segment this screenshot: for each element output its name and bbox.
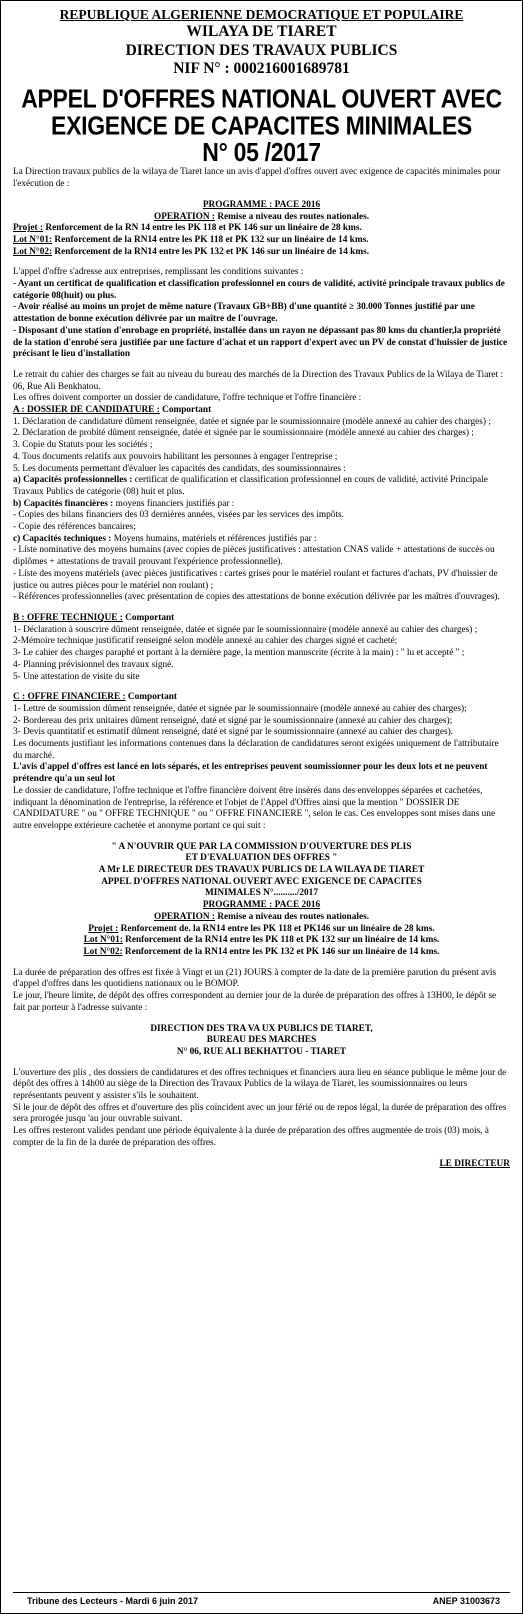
dossier-heading [13,405,510,417]
technique-item-1: 1- Déclaration à souscrire dûment renseignée, datée et signée par le soumissionnaire (modèle annexé au cahier des charges) ; [13,624,478,635]
financieres-item-1: - Copies des bilans financiers des 03 dernières années, visées par les services des impôts. [13,510,344,521]
technique-item-5: 5- Une attestation de visite du site [13,671,140,682]
dossier-item-3: 3. Copie du Statuts pour les sociétés ; [13,440,153,451]
depot-paragraph: Le jour, l'heure limite, de dépôt des offres correspondent au dernier jour de la durée de préparation des offres à 13H00, le dépôt se fait par porteur à l'adresse suivante : [13,991,497,1013]
lot2-text: Renforcement de la RN14 entre les PK 132 et PK 146 sur un linéaire de 14 kms. [52,246,370,257]
techniques-item-1: - Liste nominative des moyens humains (avec copies de pièces justificatives : attestation CNAS valide + attestations de succès ou diplômes + attestations de travail prouvant l'expérience professionnelle). [13,545,495,568]
footer-reference: ANEP 31003673 [432,1596,500,1606]
footer-publication: Tribune des Lecteurs - Mardi 6 juin 2017 [27,1596,199,1606]
capacites-professionnelles-label: a) Capacités professionnelles : [13,475,133,486]
dossier-item-2: 2. Déclaration de probité dûment renseignée, datée et signée par le soumissionnaire (modèle annexé au cahier des charges) ; [13,428,474,439]
envelope-lot2 [13,947,510,959]
financiere-item-1: 1- Lettre de soumission dûment renseignée, datée et signée par le soumissionnaire (modèle annexé au cahier des charges); [13,703,467,714]
envelope-lot2-label: Lot N°02: [83,946,123,957]
projet-text: Renforcement de la RN 14 entre les PK 118 et PK 146 sur un linéaire de 28 kms. [43,223,362,234]
capacites-techniques [13,534,510,546]
envelope-block [13,842,510,959]
lot2-line [13,247,510,259]
financiere-heading-suffix: Comportant [125,692,177,703]
technique-item-2: 2-Mémoire technique justificatif renseigné selon modèle annexé au cahier des charges signé et cacheté; [13,636,398,647]
financieres-item-2: - Copie des références bancaires; [13,522,136,533]
operation-line [13,212,510,224]
dossier-heading-suffix: Comportant [159,405,212,416]
offres-paragraph: Les offres doivent comporter un dossier de candidature, l'offre technique et l'offre financière : [13,393,362,404]
ouverture-paragraph: L'ouverture des plis , des dossiers de candidatures et des offres techniques et financiers aura lieu en séance publique le même jour de dépôt des offres à 14h00 au siège de la Direction des Travaux Publics de la wilaya de Tiaret, les soumissionnaires ou leurs représentants peuvent y assister s'ils le souhaitent. [13,1067,507,1102]
capacites-techniques-label: c) Capacités techniques : [13,533,112,544]
lot1-text: Renforcement de la RN14 entre les PK 118 et PK 132 sur un linéaire de 14 kms. [52,234,369,245]
envelope-projet-label: Projet : [88,923,119,934]
financiere-heading [13,692,510,704]
envelope-lot1-text: Renforcement de la RN14 entre les PK 118 et PK 132 sur un linéaire de 14 kms. [122,935,440,946]
capacites-financieres [13,499,510,511]
financiere-heading-label: C : OFFRE FINANCIERE : [13,692,126,703]
capacites-professionnelles-text: certificat de qualification et classification professionnel en cours de validité, activité Principale Travaux Publics de catégorie (08) huit et plus. [13,475,488,497]
operation-text: Remise a niveau des routes nationales. [215,211,370,222]
title-line-1: APPEL D'OFFRES NATIONAL OUVERT AVEC [21,83,502,113]
capacites-financieres-label: b) Capacités financières : [13,498,114,509]
page-footer [13,1592,510,1610]
title-line-2: EXIGENCE DE CAPACITES MINIMALES [51,110,472,141]
technique-heading-label: B : OFFRE TECHNIQUE : [13,613,123,623]
dossier-heading-label: A : DOSSIER DE CANDIDATURE : [13,405,160,416]
operation-label: OPERATION : [153,211,216,222]
programme-label: PROGRAMME : PACE 2016 [202,199,321,210]
envelope-operation-label: OPERATION : [153,911,216,922]
technique-item-4: 4- Planning prévisionnel des travaux signé. [13,659,174,670]
envelope-lot1-label: Lot N°01: [83,935,123,946]
techniques-item-2: - Liste des moyens matériels (avec pièces justificatives : cartes grises pour le matériel roulant et factures d'achats, PV d'huissier de justice ou autres pièces pour le matériel non roulant) ; [13,568,498,591]
financiere-item-2: 2- Bordereau des prix unitaires dûment renseigné, daté et signé par le soumissionnaire (annexé au cahier des charges); [13,715,453,726]
dossier-item-5: 5. Les documents permettant d'évaluer les capacités des candidats, des soumissionnaires : [13,463,346,474]
lot1-label: Lot N°01: [13,234,53,245]
address-line-2: BUREAU DES MARCHES [206,1035,317,1046]
retrait-paragraph: Le retrait du cahier des charges se fait au niveau du bureau des marchés de la Direction des Travaux Publics de la Wilaya de Tiaret : 06, Rue Ali Benkhatou. [13,369,504,392]
notice-title [13,85,510,166]
capacites-professionnelles [13,475,510,498]
envelope-line-4: APPEL D'OFFRES NATIONAL OUVERT AVEC EXIGENCE DE CAPACITES [101,876,422,887]
envelope-line-3: A Mr LE DIRECTEUR DES TRAVAUX PUBLICS DE LA WILAYA DE TIARET [98,865,425,876]
envelope-lot2-text: Renforcement de la RN14 entre les PK 132 et PK 146 sur un linéaire de 14 kms. [122,946,440,957]
projet-label: Projet : [13,223,44,234]
envelope-operation-text: Remise a niveau des routes nationales. [215,911,370,922]
delai-paragraph: La durée de préparation des offres est fixée à Vingt et un (21) JOURS à compter de la date de la première parution du présent avis d'appel d'offres dans les quotidiens nationaux ou le BOMOP. [13,967,497,990]
title-line-3: N° 05 /2017 [202,137,321,168]
envelope-projet [13,924,510,936]
notice-body [13,7,510,1587]
signature: LE DIRECTEUR [439,1158,510,1169]
capacites-financieres-text: moyens financiers justifiés par : [113,498,235,509]
nif-heading: NIF N° : 000216001689781 [173,60,350,78]
capacites-techniques-text: Moyens humains, matériels et références justifiés par : [111,533,317,544]
address-line-3: N° 06, RUE ALI BEKHATTOU - TIARET [176,1046,347,1057]
condition-3: - Disposant d'une station d'enrobage en propriété, installée dans un rayon ne dépassant pas 80 kms du chantier,la propriété de la station d'enrobé sera justifiée par une facture d'achat et un rapport d'expert avec un PV de constat d'huissier de justice précisant le lieu d'installation [13,325,508,360]
financiere-item-3: 3- Devis quantitatif et estimatif dûment renseigné, daté et signé par le soumissionnaire (annexé au cahier des charges). [13,727,453,738]
envelope-line-2: ET D'EVALUATION DES OFFRES " [185,853,338,864]
dossier-item-1: 1. Déclaration de candidature dûment renseignée, datée et signée par le soumissionnaire (modèle annexé au cahier des charges) ; [13,416,491,427]
envelope-programme: PROGRAMME : PACE 2016 [202,900,321,911]
techniques-item-3: - Références professionnelles (avec présentation de copies des attestations de bonne exécution délivrée par les maîtres d'ouvrages). [13,592,500,603]
envelope-lot1 [13,935,510,947]
jour-ferie-paragraph: Si le jour de dépôt des offres et d'ouverture des plis coïncident avec un jour férié ou de repos légal, la durée de préparation des offres sera prorogée jusqu 'au jour ouvrable suivant. [13,1102,507,1125]
envelope-line-5: MINIMALES N°........../2017 [205,888,318,899]
enveloppes-paragraph: Le dossier de candidature, l'offre technique et l'offre financière doivent être insérés dans des enveloppes séparées et cachetées, indiquant la dénomination de l'entreprise, la référence et l'objet de l'Appel d'Offres ainsi que la mention " DOSSIER DE CANDIDATURE " ou " OFFRE TECHNIQUE " ou " OFFRE FINANCIERE ", selon le cas. Ces enveloppes sont mises dans une autre enveloppe extérieure cachetée et anonyme portant ce qui suit : [13,785,496,831]
technique-heading [13,613,510,625]
address-block [13,1024,510,1059]
condition-1: - Ayant un certificat de qualification et classification professionnel en cours de validité, activité principale travaux publics de catégorie 08(huit) ou plus. [13,279,505,301]
technique-item-3: 3- Le cahier des charges paraphé et portant à la dernière page, la mention manuscrite (écrite à la main) : " lu et accepté " ; [13,648,465,659]
envelope-line-1: " A N'OUVRIR QUE PAR LA COMMISSION D'OUVERTURE DES PLIS [111,841,412,852]
intro-paragraph: La Direction travaux publics de la wilaya de Tiaret lance un avis d'appel d'offres ouvert avec exigence de capacités minimales pour l'exécution de : [13,167,501,190]
conditions-intro: L'appel d'offre s'adresse aux entreprises, remplissant les conditions suivantes : [13,267,304,278]
address-line-1: DIRECTION DES TRA VA UX PUBLICS DE TIARET, [150,1023,373,1034]
lot2-label: Lot N°02: [13,246,53,257]
envelope-operation [13,912,510,924]
condition-2: - Avoir réalisé au moins un projet de même nature (Travaux GB+BB) d'une quantité ≥ 30.000 Tonnes justifié par une attestation de bonne exécution délivrée par un maître de l'ouvrage. [13,302,475,325]
republic-heading: REPUBLIQUE ALGERIENNE DEMOCRATIQUE ET POPULAIRE [59,7,464,22]
wilaya-heading: WILAYA DE TIARET [186,23,337,41]
lots-paragraph: L'avis d'appel d'offres est lancé en lots séparés, et les entreprises peuvent soumissionner pour les deux lots et ne peuvent prétendre qu'a un seul lot [13,762,488,785]
justificatifs-paragraph: Les documents justifiant les informations contenues dans la déclaration de candidatures seront exigées uniquement de l'attributaire du marché. [13,739,499,761]
projet-line [13,223,510,235]
envelope-projet-text: Renforcement de. la RN14 entre les PK 118 et PK146 sur un linéaire de 28 kms. [118,923,435,934]
lot1-line [13,235,510,247]
dossier-item-4: 4. Tous documents relatifs aux pouvoirs habilitant les personnes à engager l'entreprise ; [13,451,338,462]
technique-heading-suffix: Comportant [122,613,175,623]
direction-heading: DIRECTION DES TRAVAUX PUBLICS [125,41,398,59]
validite-paragraph: Les offres resteront valides pendant une période équivalente à la durée de préparation des offres augmentée de trois (03) mois, à compter de la fin de la durée de préparation des offres. [13,1126,489,1148]
